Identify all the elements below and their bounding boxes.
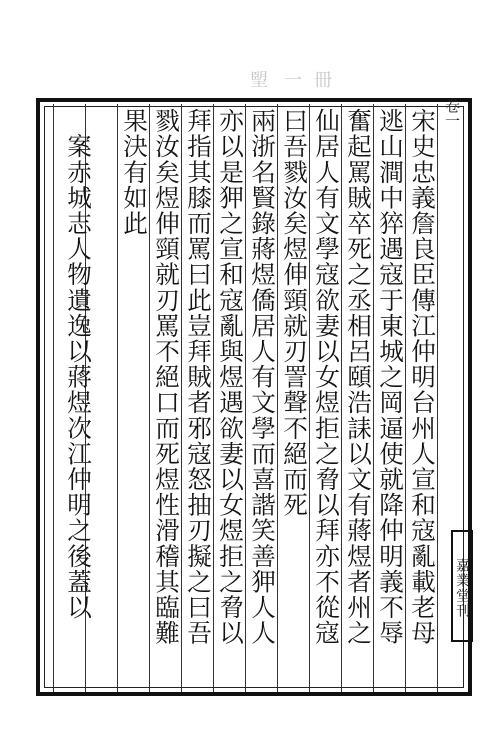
- column-rule: [341, 104, 342, 692]
- text-column-6: 兩浙名賢錄蔣煜僑居人有文學而喜諧笑善狎人人: [248, 108, 277, 646]
- text-column-7: 亦以是狎之宣和寇亂與煜遇欲妻以女煜拒之脅以: [216, 108, 245, 646]
- ink-bleed: 朢 一 冊: [250, 70, 332, 91]
- text-column-2: 逃山澗中猝遇寇于東城之岡逼使就降仲明義不辱: [376, 108, 405, 646]
- column-rule: [53, 104, 54, 692]
- text-column-9: 戮汝矣煜伸頸就刃罵不絕口而死煜性滑稽其臨難: [152, 108, 181, 646]
- text-column-10: 果決有如此: [120, 108, 149, 236]
- column-rule: [277, 104, 278, 692]
- text-column-1: 宋史忠義詹良臣傳江仲明台州人宣和寇亂載老母: [408, 108, 437, 646]
- column-rule: [437, 104, 438, 692]
- column-rule: [405, 104, 406, 692]
- column-rule: [245, 104, 246, 692]
- text-column-8: 拜指其膝而罵曰此豈拜賊者邪寇怒抽刃擬之曰吾: [184, 108, 213, 646]
- column-rule: [181, 104, 182, 692]
- column-rule: [373, 104, 374, 692]
- column-rule: [309, 104, 310, 692]
- text-column-3: 奮起罵賊卒死之丞相呂頤浩誄以文有蔣煜者州之: [344, 108, 373, 646]
- text-column-11: 案赤城志人物遺逸以蔣煜次江仲明之後蓋以: [64, 108, 93, 620]
- text-column-5: 曰吾戮汝矣煜伸頸就刃詈聲不絕而死: [280, 108, 309, 518]
- column-rule: [213, 104, 214, 692]
- text-column-4: 仙居人有文學寇欲妻以女煜拒之脅以拜亦不從寇: [312, 108, 341, 646]
- fascicle-label: 卷一: [443, 98, 461, 128]
- column-rule: [149, 104, 150, 692]
- publisher-label: 嘉業堂刊: [451, 530, 473, 642]
- column-rule: [117, 104, 118, 692]
